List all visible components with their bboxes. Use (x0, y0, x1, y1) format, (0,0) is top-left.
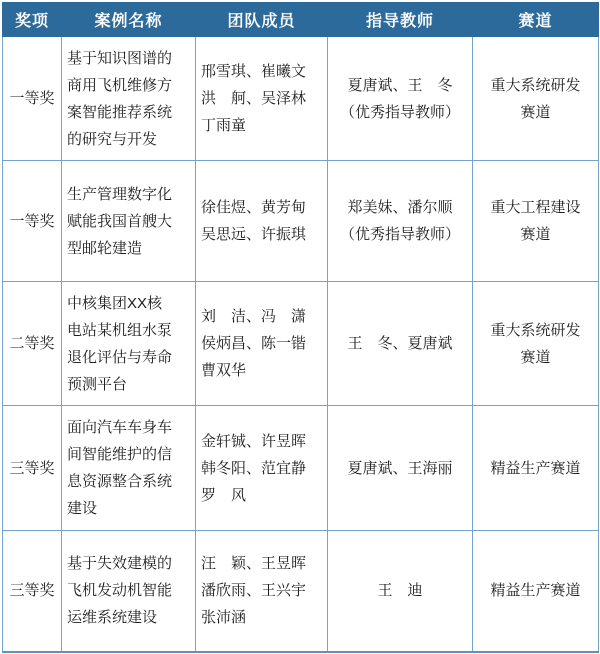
award-cell: 二等奖 (3, 282, 62, 406)
table-header-row (3, 3, 599, 37)
awards-table (2, 2, 599, 653)
header-cell-case-name: 案例名称 (62, 3, 196, 37)
case-name-cell: 面向汽车车身车 间智能维护的信 息资源整合系统 建设 (62, 406, 196, 531)
table-row (3, 406, 599, 531)
advisors-cell: 夏唐斌、王 冬 （优秀指导教师） (328, 37, 473, 161)
table-row (3, 161, 599, 282)
table-row (3, 37, 599, 161)
case-name-cell: 中核集团XX核 电站某机组水泵 退化评估与寿命 预测平台 (62, 282, 196, 406)
case-name-cell: 生产管理数字化 赋能我国首艘大 型邮轮建造 (62, 161, 196, 282)
advisors-cell: 王 冬、夏唐斌 (328, 282, 473, 406)
team-members-cell: 徐佳煜、黄芳甸 吴思远、许振琪 (196, 161, 328, 282)
team-members-cell: 刘 洁、冯 潇 侯炳昌、陈一锴 曹双华 (196, 282, 328, 406)
header-cell-track: 赛道 (473, 3, 599, 37)
header-cell-award: 奖项 (3, 3, 62, 37)
header-cell-advisors: 指导教师 (328, 3, 473, 37)
team-members-cell: 金轩铖、许昱晖 韩冬阳、范宜静 罗 风 (196, 406, 328, 531)
track-cell: 精益生产赛道 (473, 406, 599, 531)
advisors-cell: 王 迪 (328, 531, 473, 652)
advisors-cell: 夏唐斌、王海丽 (328, 406, 473, 531)
track-cell: 重大系统研发 赛道 (473, 37, 599, 161)
header-cell-team-members: 团队成员 (196, 3, 328, 37)
track-cell: 重大系统研发 赛道 (473, 282, 599, 406)
award-cell: 一等奖 (3, 37, 62, 161)
advisors-cell: 郑美妹、潘尔顺 （优秀指导教师） (328, 161, 473, 282)
table-row (3, 282, 599, 406)
case-name-cell: 基于知识图谱的 商用飞机维修方 案智能推荐系统 的研究与开发 (62, 37, 196, 161)
award-cell: 三等奖 (3, 531, 62, 652)
team-members-cell: 汪 颖、王昱晖 潘欣雨、王兴宇 张沛涵 (196, 531, 328, 652)
track-cell: 精益生产赛道 (473, 531, 599, 652)
case-name-cell: 基于失效建模的 飞机发动机智能 运维系统建设 (62, 531, 196, 652)
table-row (3, 531, 599, 652)
award-cell: 三等奖 (3, 406, 62, 531)
award-cell: 一等奖 (3, 161, 62, 282)
track-cell: 重大工程建设 赛道 (473, 161, 599, 282)
team-members-cell: 邢雪琪、崔曦文 洪 舸、吴泽林 丁雨童 (196, 37, 328, 161)
